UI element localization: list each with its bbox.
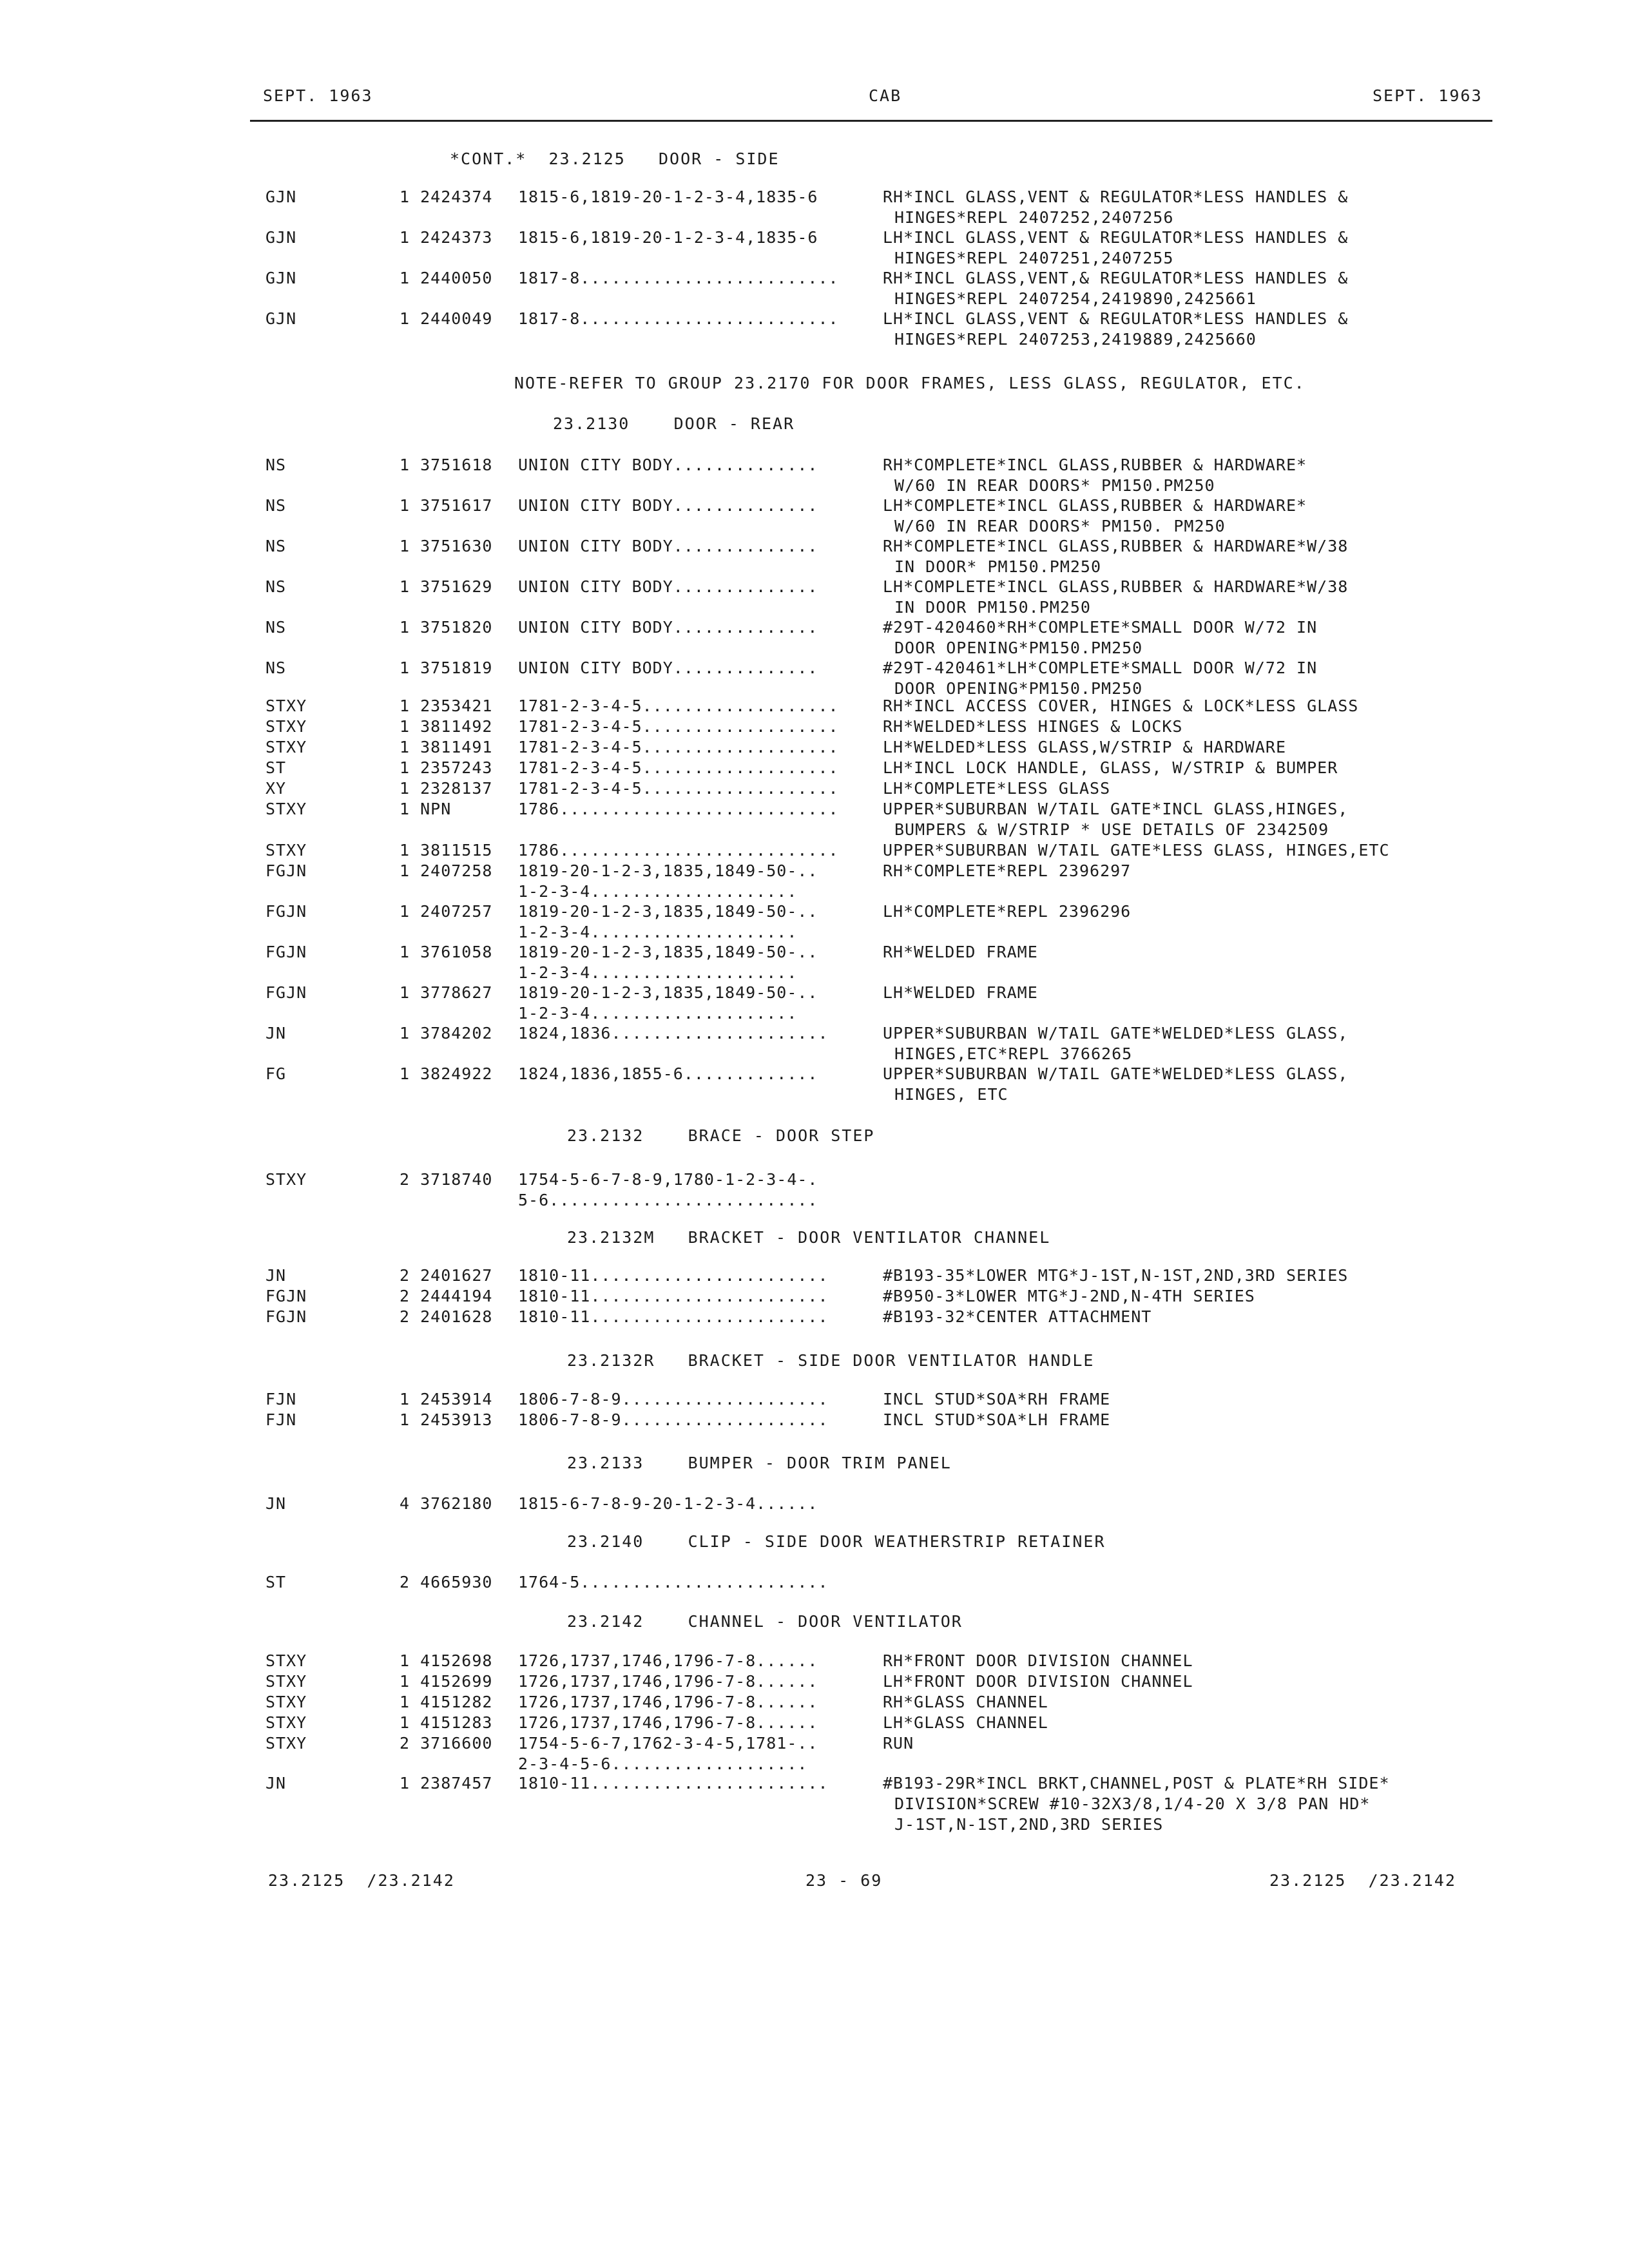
part-description: LH*INCL GLASS,VENT & REGULATOR*LESS HANDLES & [883, 228, 1349, 247]
model-code: ST [265, 758, 287, 777]
part-description-cont: W/60 IN REAR DOORS* PM150.PM250 [894, 476, 1215, 495]
part-description: INCL STUD*SOA*LH FRAME [883, 1410, 1111, 1429]
part-description: RH*COMPLETE*REPL 2396297 [883, 861, 1132, 880]
part-description: RH*INCL GLASS,VENT & REGULATOR*LESS HANDLES & [883, 187, 1349, 206]
model-years: 1726,1737,1746,1796-7-8...... [518, 1672, 818, 1691]
part-description: INCL STUD*SOA*RH FRAME [883, 1390, 1111, 1408]
qty-part-number: 1 3751819 [400, 658, 493, 677]
qty-part-number: 1 2424374 [400, 187, 493, 206]
model-years: 1786........................... [518, 800, 839, 818]
part-description: #B193-35*LOWER MTG*J-1ST,N-1ST,2ND,3RD SERIES [883, 1266, 1349, 1285]
qty-part-number: 2 3718740 [400, 1170, 493, 1189]
part-description-cont: W/60 IN REAR DOORS* PM150. PM250 [894, 517, 1226, 535]
part-description-cont: DOOR OPENING*PM150.PM250 [894, 679, 1143, 698]
model-code: STXY [265, 1734, 307, 1753]
section-heading-bracket-vent-handle: 23.2132R BRACKET - SIDE DOOR VENTILATOR HANDLE [567, 1351, 1095, 1370]
model-code: STXY [265, 1651, 307, 1670]
model-code: XY [265, 779, 287, 798]
model-years: UNION CITY BODY.............. [518, 577, 818, 596]
model-years: 1819-20-1-2-3,1835,1849-50-.. [518, 861, 818, 880]
model-years: 1781-2-3-4-5................... [518, 738, 839, 756]
model-code: STXY [265, 1170, 307, 1189]
part-description: LH*COMPLETE*INCL GLASS,RUBBER & HARDWARE* [883, 496, 1307, 515]
part-description: RH*FRONT DOOR DIVISION CHANNEL [883, 1651, 1193, 1670]
qty-part-number: 1 3824922 [400, 1064, 493, 1083]
model-code: GJN [265, 269, 297, 287]
model-years: UNION CITY BODY.............. [518, 618, 818, 637]
model-years: 1824,1836,1855-6............. [518, 1064, 818, 1083]
model-years: 1817-8......................... [518, 269, 839, 287]
part-description: UPPER*SUBURBAN W/TAIL GATE*INCL GLASS,HINGES, [883, 800, 1349, 818]
model-code: STXY [265, 697, 307, 715]
model-code: STXY [265, 1672, 307, 1691]
model-years: UNION CITY BODY.............. [518, 496, 818, 515]
part-description: LH*INCL LOCK HANDLE, GLASS, W/STRIP & BUMPER [883, 758, 1338, 777]
part-description-cont: DOOR OPENING*PM150.PM250 [894, 639, 1143, 657]
qty-part-number: 1 3811492 [400, 717, 493, 736]
model-years: 1806-7-8-9.................... [518, 1390, 829, 1408]
model-years-cont: 1-2-3-4.................... [518, 963, 798, 982]
model-code: JN [265, 1494, 287, 1513]
part-description-cont: HINGES,ETC*REPL 3766265 [894, 1044, 1133, 1063]
model-code: NS [265, 496, 287, 515]
qty-part-number: 1 3778627 [400, 983, 493, 1002]
qty-part-number: 1 3751630 [400, 537, 493, 555]
section-heading-clip-weatherstrip: 23.2140 CLIP - SIDE DOOR WEATHERSTRIP RETAINER [567, 1532, 1106, 1551]
header-section-title: CAB [869, 86, 902, 105]
model-code: STXY [265, 1713, 307, 1732]
model-code: ST [265, 1573, 287, 1591]
part-description: #29T-420460*RH*COMPLETE*SMALL DOOR W/72 IN [883, 618, 1318, 637]
part-description: RH*COMPLETE*INCL GLASS,RUBBER & HARDWARE*W/38 [883, 537, 1349, 555]
model-code: NS [265, 618, 287, 637]
part-description: LH*WELDED FRAME [883, 983, 1038, 1002]
model-code: JN [265, 1024, 287, 1043]
qty-part-number: 1 2453914 [400, 1390, 493, 1408]
qty-part-number: 2 3716600 [400, 1734, 493, 1753]
model-code: GJN [265, 228, 297, 247]
footer-page-number: 23 - 69 [805, 1871, 883, 1890]
model-years: 1810-11....................... [518, 1266, 829, 1285]
part-description-cont: HINGES*REPL 2407252,2407256 [894, 208, 1174, 227]
qty-part-number: 1 2387457 [400, 1774, 493, 1792]
part-description: RH*COMPLETE*INCL GLASS,RUBBER & HARDWARE* [883, 456, 1307, 474]
part-description: UPPER*SUBURBAN W/TAIL GATE*WELDED*LESS GLASS, [883, 1064, 1349, 1083]
model-code: NS [265, 577, 287, 596]
model-code: FGJN [265, 943, 307, 961]
part-description-cont: IN DOOR PM150.PM250 [894, 598, 1091, 617]
model-years-cont: 1-2-3-4.................... [518, 923, 798, 941]
qty-part-number: 1 3751618 [400, 456, 493, 474]
model-years-cont: 1-2-3-4.................... [518, 1004, 798, 1023]
qty-part-number: 1 3751820 [400, 618, 493, 637]
model-years: 1781-2-3-4-5................... [518, 779, 839, 798]
part-description-cont: HINGES*REPL 2407253,2419889,2425660 [894, 330, 1257, 349]
qty-part-number: 4 3762180 [400, 1494, 493, 1513]
part-description: LH*WELDED*LESS GLASS,W/STRIP & HARDWARE [883, 738, 1286, 756]
model-code: FGJN [265, 983, 307, 1002]
model-code: FG [265, 1064, 287, 1083]
model-code: FJN [265, 1390, 297, 1408]
qty-part-number: 1 2424373 [400, 228, 493, 247]
model-years: 1817-8......................... [518, 309, 839, 328]
part-description: LH*GLASS CHANNEL [883, 1713, 1048, 1732]
model-years: 1819-20-1-2-3,1835,1849-50-.. [518, 902, 818, 921]
part-description: RH*WELDED FRAME [883, 943, 1038, 961]
qty-part-number: 2 2401627 [400, 1266, 493, 1285]
part-description-cont: HINGES, ETC [894, 1085, 1008, 1104]
qty-part-number: 2 2401628 [400, 1307, 493, 1326]
section-heading-bracket-vent-channel: 23.2132M BRACKET - DOOR VENTILATOR CHANNEL [567, 1228, 1051, 1247]
model-code: GJN [265, 309, 297, 328]
qty-part-number: 1 3751617 [400, 496, 493, 515]
model-years: 1726,1737,1746,1796-7-8...... [518, 1693, 818, 1711]
model-years: 1810-11....................... [518, 1307, 829, 1326]
part-description: UPPER*SUBURBAN W/TAIL GATE*LESS GLASS, HINGES,ETC [883, 841, 1390, 860]
model-years-cont: 2-3-4-5-6................... [518, 1754, 808, 1773]
model-code: STXY [265, 1693, 307, 1711]
model-years: 1824,1836..................... [518, 1024, 829, 1043]
part-description: #B193-29R*INCL BRKT,CHANNEL,POST & PLATE*RH SIDE* [883, 1774, 1390, 1792]
part-description: LH*COMPLETE*LESS GLASS [883, 779, 1111, 798]
model-years: 1754-5-6-7-8-9,1780-1-2-3-4-. [518, 1170, 818, 1189]
model-years: 1764-5........................ [518, 1573, 829, 1591]
model-code: JN [265, 1774, 287, 1792]
qty-part-number: 1 3751629 [400, 577, 493, 596]
model-years: 1726,1737,1746,1796-7-8...... [518, 1651, 818, 1670]
model-years: UNION CITY BODY.............. [518, 456, 818, 474]
model-code: FJN [265, 1410, 297, 1429]
part-description-cont: DIVISION*SCREW #10-32X3/8,1/4-20 X 3/8 PAN HD* [894, 1794, 1371, 1813]
model-code: STXY [265, 800, 307, 818]
qty-part-number: 1 2353421 [400, 697, 493, 715]
footer-left-range: 23.2125 /23.2142 [268, 1871, 455, 1890]
model-years: 1819-20-1-2-3,1835,1849-50-.. [518, 943, 818, 961]
model-code: STXY [265, 738, 307, 756]
qty-part-number: 1 2440050 [400, 269, 493, 287]
section-heading-door-rear: 23.2130 DOOR - REAR [553, 414, 795, 433]
model-years: 1815-6-7-8-9-20-1-2-3-4...... [518, 1494, 818, 1513]
model-years: 1786........................... [518, 841, 839, 860]
qty-part-number: 2 4665930 [400, 1573, 493, 1591]
model-code: STXY [265, 841, 307, 860]
qty-part-number: 1 NPN [400, 800, 452, 818]
model-code: NS [265, 537, 287, 555]
part-description: UPPER*SUBURBAN W/TAIL GATE*WELDED*LESS GLASS, [883, 1024, 1349, 1043]
qty-part-number: 1 3784202 [400, 1024, 493, 1043]
model-years: UNION CITY BODY.............. [518, 537, 818, 555]
part-description: RH*GLASS CHANNEL [883, 1693, 1048, 1711]
qty-part-number: 1 4152699 [400, 1672, 493, 1691]
part-description: RH*INCL ACCESS COVER, HINGES & LOCK*LESS GLASS [883, 697, 1359, 715]
qty-part-number: 1 4152698 [400, 1651, 493, 1670]
part-description-cont: IN DOOR* PM150.PM250 [894, 557, 1102, 576]
part-description: LH*INCL GLASS,VENT & REGULATOR*LESS HANDLES & [883, 309, 1349, 328]
part-description: RUN [883, 1734, 914, 1753]
model-years: 1754-5-6-7,1762-3-4-5,1781-.. [518, 1734, 818, 1753]
part-description: RH*WELDED*LESS HINGES & LOCKS [883, 717, 1183, 736]
qty-part-number: 1 3761058 [400, 943, 493, 961]
qty-part-number: 1 2357243 [400, 758, 493, 777]
section-heading-channel-vent: 23.2142 CHANNEL - DOOR VENTILATOR [567, 1612, 963, 1631]
header-rule [250, 120, 1492, 122]
qty-part-number: 1 2407258 [400, 861, 493, 880]
qty-part-number: 1 2328137 [400, 779, 493, 798]
part-description-cont-2: J-1ST,N-1ST,2ND,3RD SERIES [894, 1815, 1164, 1834]
part-description-cont: BUMPERS & W/STRIP * USE DETAILS OF 2342509 [894, 820, 1329, 839]
model-years: UNION CITY BODY.............. [518, 658, 818, 677]
section-heading-bumper-trim-panel: 23.2133 BUMPER - DOOR TRIM PANEL [567, 1454, 952, 1472]
part-description: #B193-32*CENTER ATTACHMENT [883, 1307, 1152, 1326]
model-code: FGJN [265, 902, 307, 921]
model-code: NS [265, 456, 287, 474]
part-description: RH*INCL GLASS,VENT,& REGULATOR*LESS HANDLES & [883, 269, 1349, 287]
qty-part-number: 1 3811515 [400, 841, 493, 860]
model-years: 1815-6,1819-20-1-2-3-4,1835-6 [518, 187, 818, 206]
qty-part-number: 1 2440049 [400, 309, 493, 328]
model-code: STXY [265, 717, 307, 736]
model-years: 1810-11....................... [518, 1774, 829, 1792]
model-code: FGJN [265, 861, 307, 880]
model-years: 1815-6,1819-20-1-2-3-4,1835-6 [518, 228, 818, 247]
model-years-cont: 1-2-3-4.................... [518, 882, 798, 901]
group-note: NOTE-REFER TO GROUP 23.2170 FOR DOOR FRAMES, LESS GLASS, REGULATOR, ETC. [514, 374, 1306, 392]
part-description: #29T-420461*LH*COMPLETE*SMALL DOOR W/72 IN [883, 658, 1318, 677]
qty-part-number: 1 4151282 [400, 1693, 493, 1711]
model-years: 1726,1737,1746,1796-7-8...... [518, 1713, 818, 1732]
qty-part-number: 1 2407257 [400, 902, 493, 921]
part-description-cont: HINGES*REPL 2407251,2407255 [894, 249, 1174, 267]
qty-part-number: 2 2444194 [400, 1287, 493, 1305]
model-code: JN [265, 1266, 287, 1285]
model-years: 1781-2-3-4-5................... [518, 697, 839, 715]
part-description-cont: HINGES*REPL 2407254,2419890,2425661 [894, 289, 1257, 308]
header-right-date: SEPT. 1963 [1373, 86, 1483, 105]
model-code: NS [265, 658, 287, 677]
model-years: 1810-11....................... [518, 1287, 829, 1305]
part-description: LH*COMPLETE*INCL GLASS,RUBBER & HARDWARE*W/38 [883, 577, 1349, 596]
model-years: 1781-2-3-4-5................... [518, 717, 839, 736]
qty-part-number: 1 3811491 [400, 738, 493, 756]
qty-part-number: 1 4151283 [400, 1713, 493, 1732]
part-description: LH*FRONT DOOR DIVISION CHANNEL [883, 1672, 1193, 1691]
qty-part-number: 1 2453913 [400, 1410, 493, 1429]
model-years: 1819-20-1-2-3,1835,1849-50-.. [518, 983, 818, 1002]
model-years-cont: 5-6.......................... [518, 1191, 818, 1209]
model-code: FGJN [265, 1287, 307, 1305]
header-left-date: SEPT. 1963 [263, 86, 373, 105]
section-heading-door-side: *CONT.* 23.2125 DOOR - SIDE [450, 149, 780, 168]
part-description: LH*COMPLETE*REPL 2396296 [883, 902, 1132, 921]
model-code: GJN [265, 187, 297, 206]
model-years: 1781-2-3-4-5................... [518, 758, 839, 777]
part-description: #B950-3*LOWER MTG*J-2ND,N-4TH SERIES [883, 1287, 1255, 1305]
section-heading-brace-door-step: 23.2132 BRACE - DOOR STEP [567, 1126, 875, 1145]
footer-right-range: 23.2125 /23.2142 [1269, 1871, 1456, 1890]
model-years: 1806-7-8-9.................... [518, 1410, 829, 1429]
model-code: FGJN [265, 1307, 307, 1326]
